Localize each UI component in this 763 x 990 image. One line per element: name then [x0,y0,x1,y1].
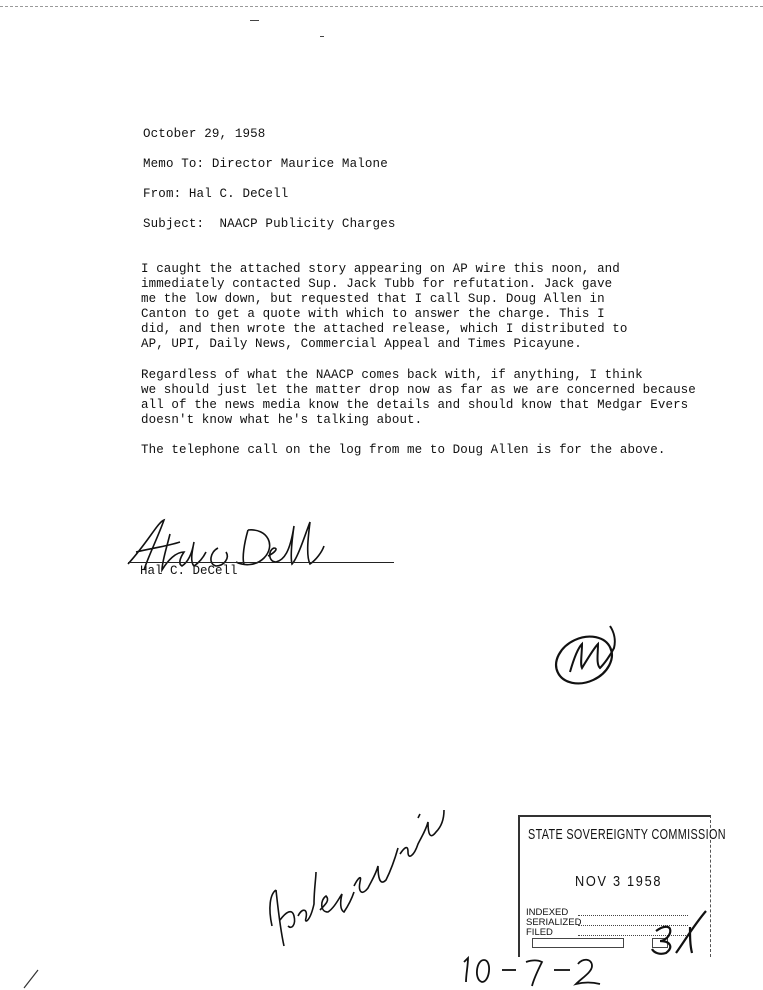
scan-mark [22,968,42,990]
memo-subject: Subject: NAACP Publicity Charges [143,217,396,231]
stamp-label-indexed: INDEXED [526,907,569,918]
handwritten-stamp-mark [650,909,710,955]
handwritten-file-number [458,952,618,988]
body-paragraph-3: The telephone call on the log from me to Doug Allen is for the above. [141,443,666,457]
memo-from: From: Hal C. DeCell [143,187,289,201]
memo-date: October 29, 1958 [143,127,266,141]
signature-line [128,562,394,563]
memo-to: Memo To: Director Maurice Malone [143,157,388,171]
handwritten-initials [548,620,628,690]
handwritten-note [258,808,458,958]
scan-edge [0,0,763,7]
body-paragraph-2: Regardless of what the NAACP comes back with, if anything, I think we should just let the matter drop now as far as we are concerned because all of the news media know the details and should know that Medgar Evers doesn't know what he's talking about. [141,368,696,427]
scan-mark [250,20,259,21]
body-paragraph-1: I caught the attached story appearing on AP wire this noon, and immediately contacted Sup. Jack Tubb for refutation. Jack gave me the low down, but requested that I call Sup. Doug Allen in Canton to get a quote with which to answer the charge. This I did, and then wrote the attached release, which I distributed to AP, UPI, Daily News, Commercial Appeal and Times Picayune. [141,262,628,351]
received-stamp [518,815,726,957]
stamp-label-filed: FILED [526,927,553,938]
stamp-box [532,938,624,948]
stamp-label-serialized: SERIALIZED [526,917,582,928]
stamp-title: STATE SOVEREIGNTY COMMISSION [528,826,726,843]
typed-signer-name: Hal C. DeCell [140,564,238,578]
scan-mark [320,36,324,37]
stamp-date: NOV 3 1958 [575,873,663,890]
